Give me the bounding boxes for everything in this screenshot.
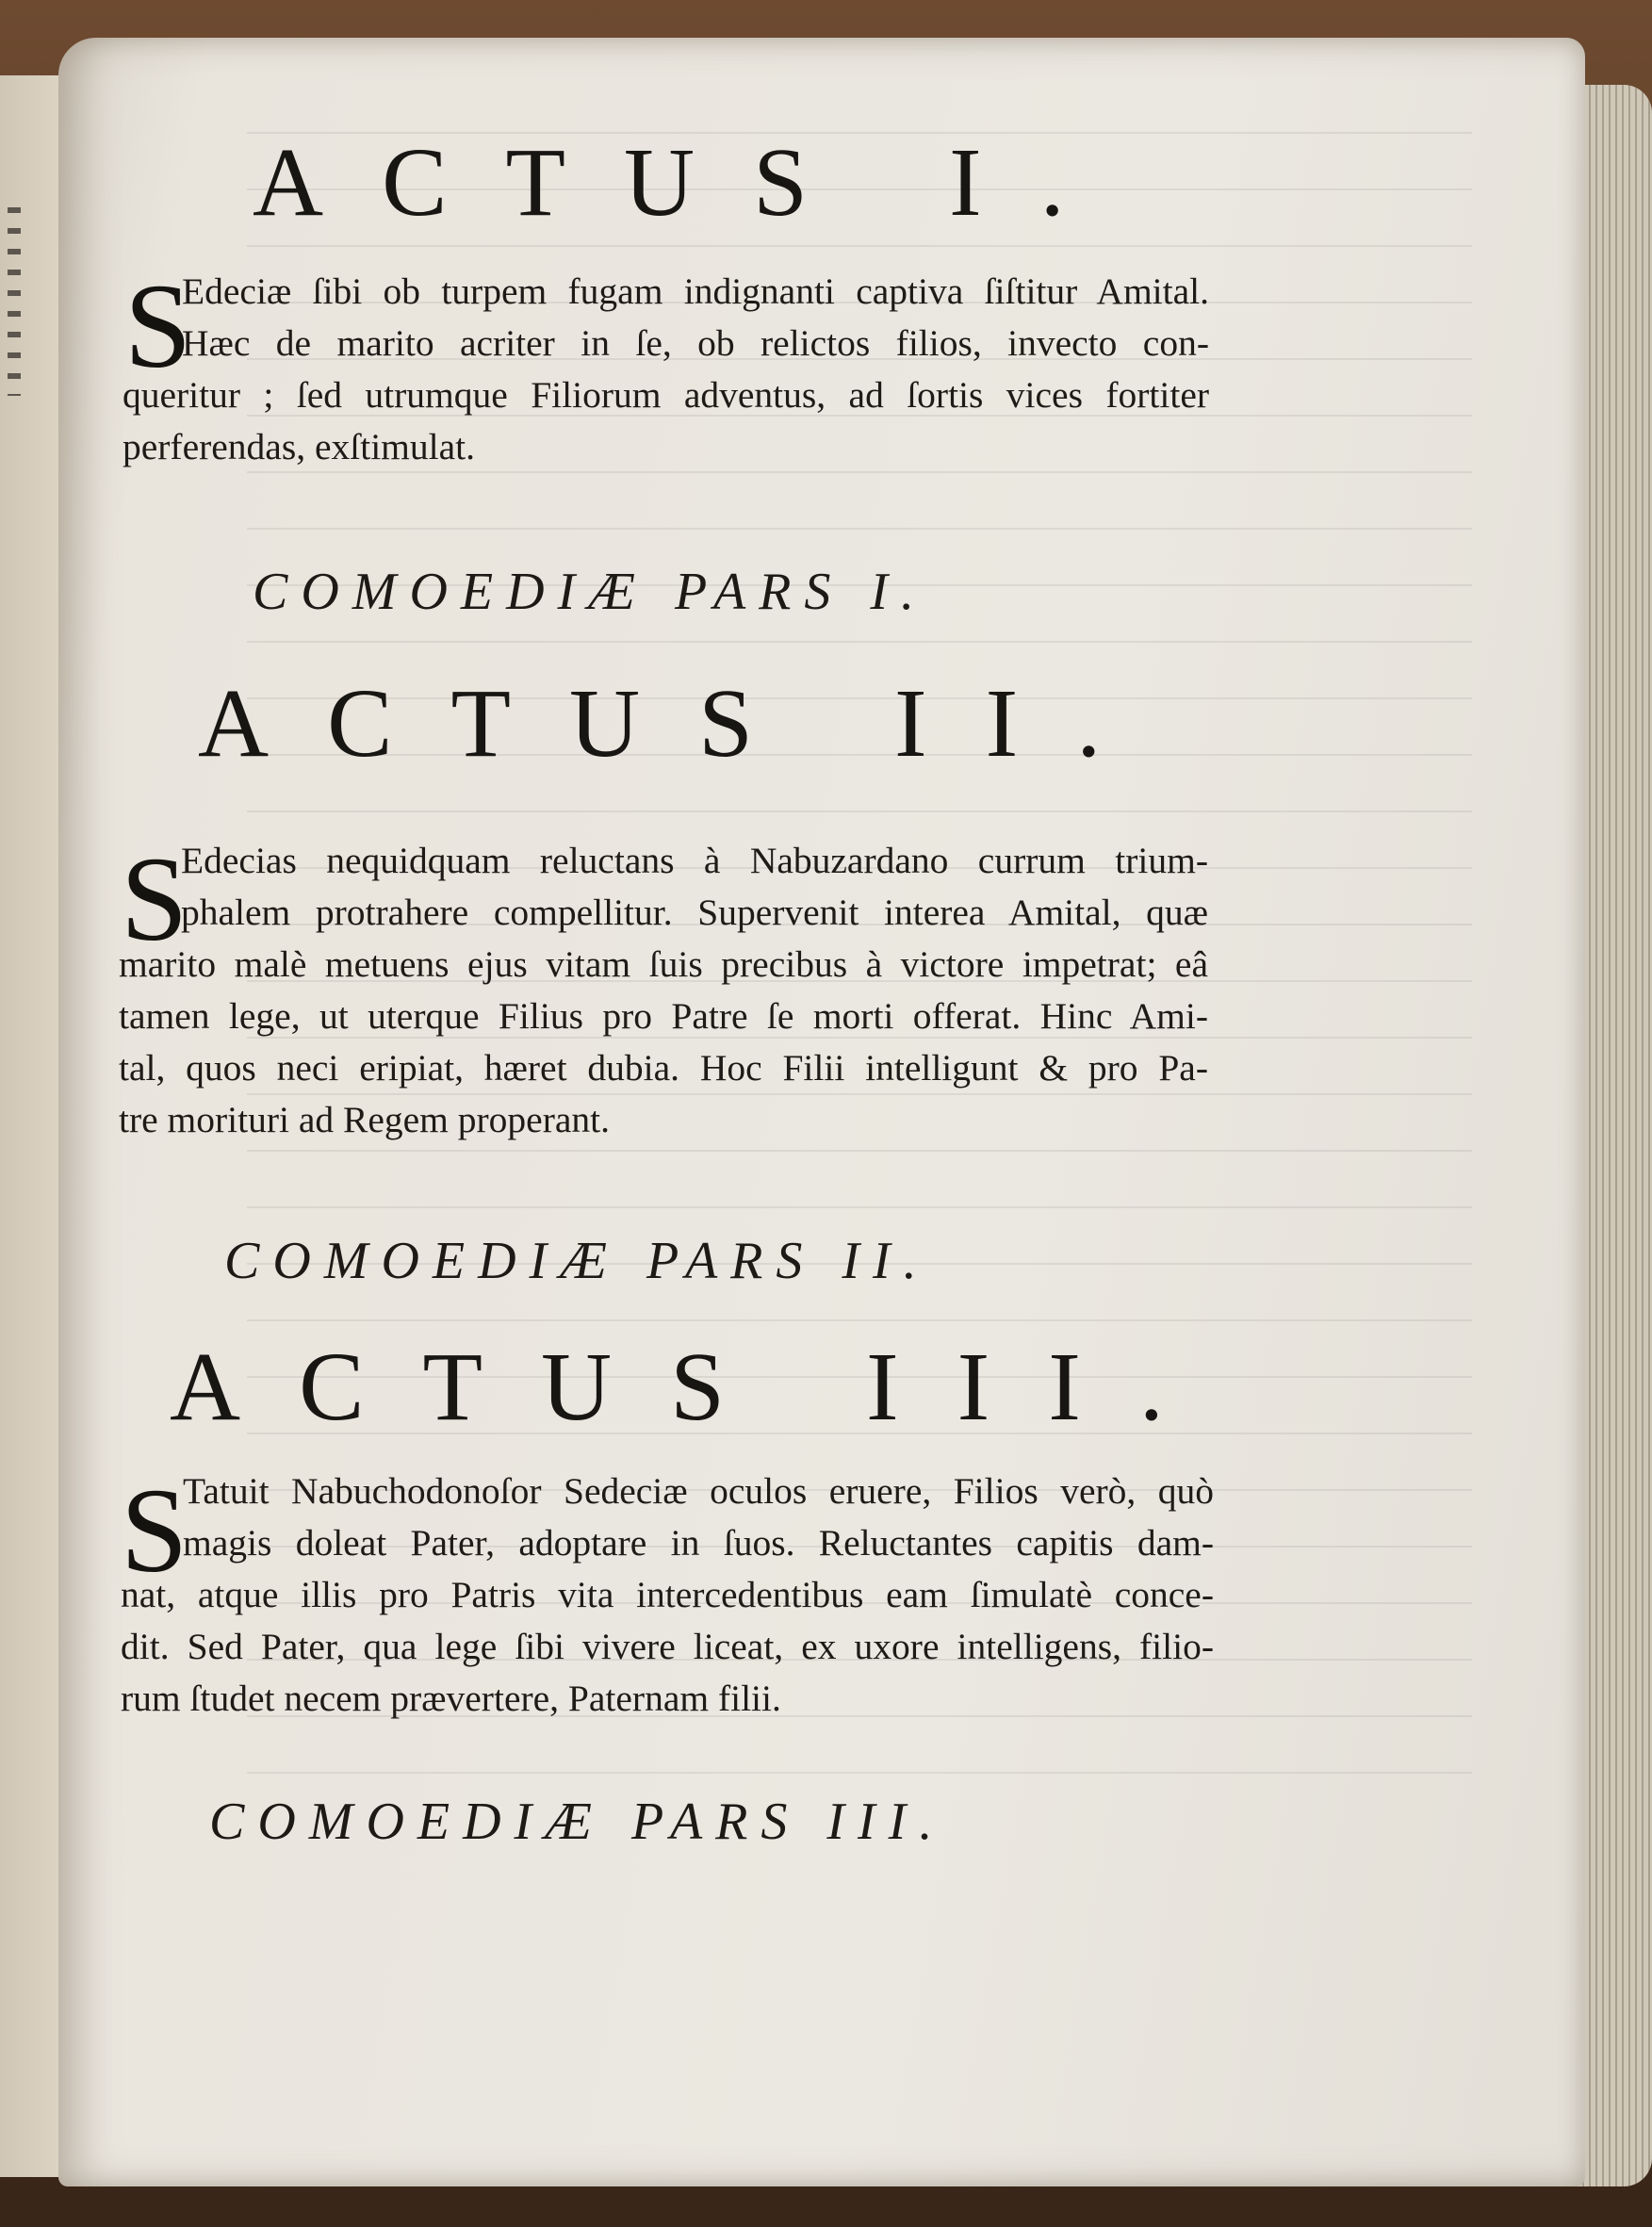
argument-paragraph-1-cont [123, 369, 1209, 473]
facing-page-text-fragments [8, 207, 21, 396]
drop-cap-2: S [121, 832, 188, 966]
argument-paragraph-1 [182, 266, 1209, 369]
paragraph-line: Edecias nequidquam reluctans à Nabuzardano currum trium- [181, 840, 1208, 881]
paragraph-line: Edeciæ ſibi ob turpem fugam indignanti captiva ſiſtitur Amital. [182, 270, 1209, 312]
argument-paragraph-2 [181, 835, 1208, 939]
paragraph-line: queritur ; ſed utrumque Filiorum adventus, ad ſortis vices fortiter [123, 374, 1209, 416]
comoediae-pars-title-1: COMOEDIÆ PARS I. [253, 563, 928, 621]
comoediae-pars-title-2: COMOEDIÆ PARS II. [224, 1232, 930, 1290]
actus-title-1: ACTUS I. [253, 128, 1123, 237]
argument-paragraph-3 [183, 1466, 1214, 1569]
paragraph-line: marito malè metuens ejus vitam ſuis precibus à victore impetrat; eâ [119, 943, 1208, 985]
actus-title-2: ACTUS II. [198, 669, 1160, 778]
comoediae-pars-title-3: COMOEDIÆ PARS III. [209, 1793, 946, 1851]
paragraph-line: magis doleat Pater, adoptare in ſuos. Reluctantes capitis dam- [183, 1522, 1214, 1564]
paragraph-line: Hæc de marito acriter in ſe, ob relictos filios, invecto con- [182, 322, 1209, 364]
paragraph-line: tal, quos neci eripiat, hæret dubia. Hoc Filii intelligunt & pro Pa- [119, 1047, 1208, 1089]
paragraph-line: phalem protrahere compellitur. Supervenit interea Amital, quæ [181, 892, 1208, 933]
argument-paragraph-2-cont [119, 939, 1208, 1146]
paragraph-line: tre morituri ad Regem properant. [119, 1099, 611, 1140]
paragraph-line: tamen lege, ut uterque Filius pro Patre ſe morti offerat. Hinc Ami- [119, 995, 1208, 1037]
argument-paragraph-3-cont [121, 1569, 1214, 1725]
paragraph-line: perferendas, exſtimulat. [123, 426, 475, 467]
drop-cap-1: S [124, 259, 192, 393]
paragraph-line: rum ſtudet necem prævertere, Paternam filii. [121, 1678, 781, 1719]
paragraph-line: nat, atque illis pro Patris vita intercedentibus eam ſimulatè conce- [121, 1574, 1214, 1615]
actus-title-3: ACTUS III. [170, 1333, 1222, 1441]
drop-cap-3: S [121, 1464, 188, 1597]
paragraph-line: dit. Sed Pater, qua lege ſibi vivere liceat, ex uxore intelligens, filio- [121, 1626, 1214, 1667]
paragraph-line: Tatuit Nabuchodonoſor Sedeciæ oculos eruere, Filios verò, quò [183, 1470, 1214, 1512]
